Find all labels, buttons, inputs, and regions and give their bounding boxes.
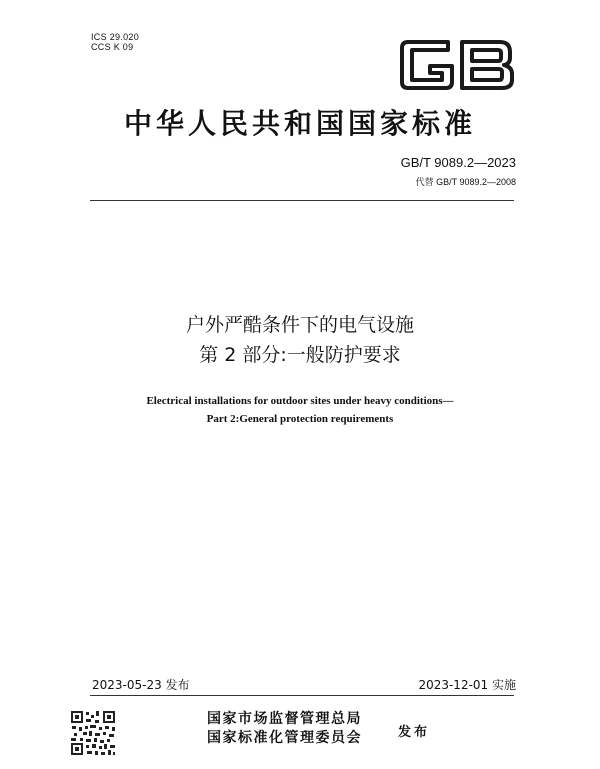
national-standard-title: 中华人民共和国国家标准 xyxy=(123,107,476,140)
publish-date: 2023-05-23 发布 xyxy=(92,678,190,692)
standard-number: GB/T 9089.2—2023 xyxy=(400,155,516,170)
issuer-sac: 国家标准化管理委员会 xyxy=(207,730,362,746)
issuer-samr: 国家市场监督管理总局 xyxy=(207,711,362,727)
document-title-cn-line2: 第 2 部分:一般防护要求 xyxy=(199,344,401,366)
gb-logo xyxy=(398,36,516,94)
qr-code-icon xyxy=(69,709,117,757)
document-title-en-line1: Electrical installations for outdoor sites under heavy conditions— xyxy=(146,395,454,407)
implementation-date: 2023-12-01 实施 xyxy=(418,678,516,692)
footer-divider xyxy=(90,695,514,696)
document-title-en-line2: Part 2:General protection requirements xyxy=(206,413,394,425)
document-title-cn-line1: 户外严酷条件下的电气设施 xyxy=(185,314,414,336)
issue-label: 发布 xyxy=(398,725,431,740)
ics-code: ICS 29.020 xyxy=(91,32,140,42)
ccs-code: CCS K 09 xyxy=(91,42,134,52)
header-divider xyxy=(90,200,514,201)
replaced-standard: 代替 GB/T 9089.2—2008 xyxy=(415,177,516,187)
